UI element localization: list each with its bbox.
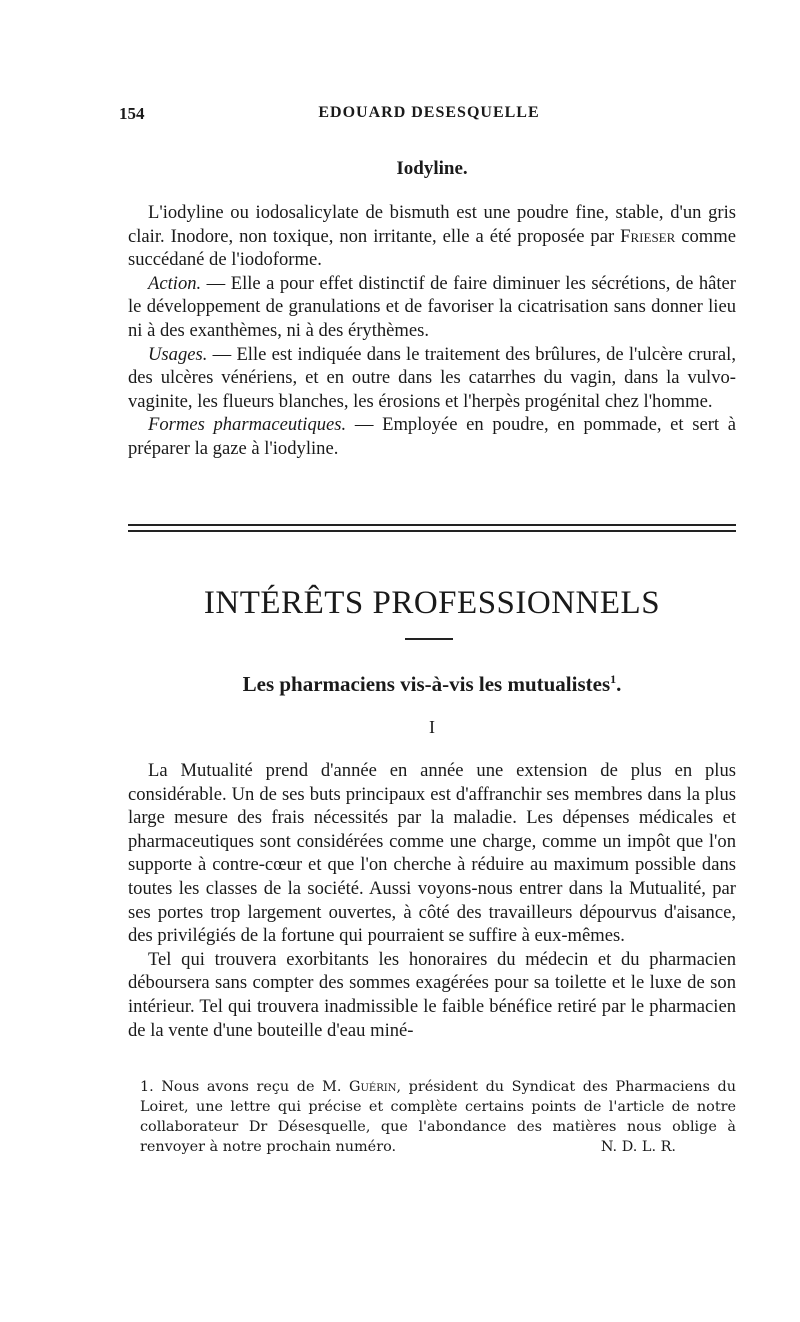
action-label: Action. bbox=[148, 272, 202, 294]
iodyline-paragraph-action: Action. — Elle a pour effet distinctif de faire diminuer les sécrétions, de hâter le développement de granulations et de favoriser la cicatrisation sans donner lieu ni à des exanthèmes, ni à des érythèmes. bbox=[128, 272, 736, 341]
footnote: 1. Nous avons reçu de M. Guérin, président du Syndicat des Pharmaciens du Loiret, une lettre qui précise et complète certains points de l'article de notre collaborateur Dr Désesquelle, que l'abondance des matières nous oblige à renvoyer à notre prochain numéro. N. D. L. R. bbox=[140, 1079, 736, 1155]
footnote-name: Guérin bbox=[349, 1079, 397, 1095]
page-header bbox=[119, 104, 739, 128]
section-divider bbox=[128, 524, 736, 532]
author-name: Frieser bbox=[620, 225, 676, 247]
iodyline-body bbox=[128, 201, 736, 461]
running-head: EDOUARD DESESQUELLE bbox=[318, 104, 540, 121]
article-paragraph-1: La Mutualité prend d'année en année une extension de plus en plus considérable. Un de ses buts principaux est d'affranchir ses membres dans la plus large mesure des frais nécessités par la maladie. Les dépenses médicales et pharmaceutiques sont considérées comme une charge, comme un impôt que l'on supporte à contre-cœur et que l'on cherche à réduire au maximum possible dans toutes les classes de la société. Aussi voyons-nous entrer dans la Mutualité, par ses portes trop largement ouvertes, à côté des travailleurs dépourvus d'aisance, des privilégiés de la fortune qui pourraient se suffire à eux-mêmes. bbox=[128, 760, 736, 947]
part-number: I bbox=[429, 717, 435, 737]
article-body bbox=[128, 759, 736, 1042]
footnote-ref: 1 bbox=[610, 672, 617, 686]
footnote-signature: N. D. L. R. bbox=[600, 1139, 676, 1155]
iodyline-paragraph-formes: Formes pharmaceutiques. — Employée en poudre, en pommade, et sert à préparer la gaze à l'iodyline. bbox=[128, 414, 736, 459]
formes-label: Formes pharmaceutiques. bbox=[148, 414, 347, 436]
usages-label: Usages. bbox=[148, 343, 208, 365]
title-rule bbox=[405, 638, 453, 640]
iodyline-paragraph-usages: Usages. — Elle est indiquée dans le traitement des brûlures, de l'ulcère crural, des ulcères vénériens, et en outre dans les catarrhes du vagin, dans la vulvo-vaginite, les flueurs blanches, les érosions et l'herpès progénital chez l'homme. bbox=[128, 343, 736, 412]
footnote-mark: 1. bbox=[140, 1079, 154, 1095]
iodyline-section bbox=[128, 158, 736, 180]
section-title: INTÉRÊTS PROFESSIONNELS bbox=[203, 585, 661, 621]
page-number: 154 bbox=[119, 104, 145, 123]
article-title: Les pharmaciens vis-à-vis les mutualistes$^1$. bbox=[242, 672, 622, 696]
iodyline-paragraph-1: L'iodyline ou iodosalicylate de bismuth est une poudre fine, stable, d'un gris clair. Inodore, non toxique, non irritante, elle a été proposée par Frieser comme succédané de l'iodoforme. bbox=[128, 202, 736, 271]
iodyline-heading: Iodyline. bbox=[396, 158, 468, 179]
article-paragraph-2: Tel qui trouvera exorbitants les honoraires du médecin et du pharmacien déboursera sans compter des sommes exagérées pour sa toilette et le luxe de son intérieur. Tel qui trouvera inadmissible le faible bénéfice retiré par le pharmacien de la vente d'une bouteille d'eau miné- bbox=[128, 948, 736, 1041]
